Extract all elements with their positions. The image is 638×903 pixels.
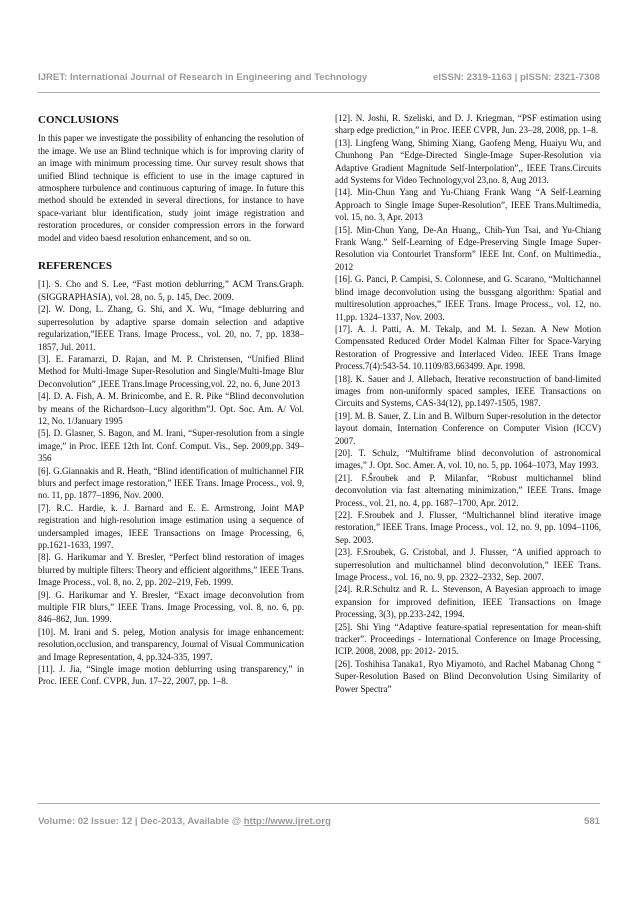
reference-item: [21]. F.Šroubek and P. Milanfar, “Robust multichannel blind deconvolution via fast alternating minimization,” IEEE Trans. Image Process., vol. 21, no. 4, pp. 1687–1700, Apr. 2012. [335,472,601,508]
conclusions-text: In this paper we investigate the possibility of enhancing the resolution of the image. We use an Blind technique which is for improving clarity of an image with minimum processing time. Our survey result shows that unified Blind technique is efficient to use in the image captured in atmosphere turbulence and continuous capturing of image. In future this method should be extended in several directions, for instance to have space-variant blur identification, study joint image registration and restoration procedures, or consider compression errors in the forward model and video baesd resolution enhancement, and so on. [38,133,304,243]
header-rule [38,92,600,93]
reference-item: [24]. R.R.Schultz and R. L. Stevenson, A Bayesian approach to image expansion for improved definition, IEEE Transactions on Image Processing, 3(3), pp.233-242, 1994. [335,584,601,620]
page-header [38,72,600,83]
reference-item: [23]. F.Sroubek, G. Cristobal, and J. Flusser, “A unified approach to superresolution and multichannel blind deconvolution,” IEEE Trans. Image Process., vol. 16, no. 9, pp. 2322–2332, Sep. 2007. [335,547,601,583]
reference-item: [3]. E. Faramarzi, D. Rajan, and M. P. Christensen, “Unified Blind Method for Multi-Image Super-Resolution and Single/Multi-Image Blur Deconvolution” ,IEEE Trans.Image Processing,vol. 22, no. 6, June 2013 [38,353,304,389]
conclusions-heading: CONCLUSIONS [38,114,119,126]
reference-item: [16]. G. Panci, P. Campisi, S. Colonnese, and G. Scarano, “Multichannel blind image deconvolution using the bussgang algorithm: Spatial and multiresolution approaches,” IEEE Trans. Image Process., vol. 12, no. 11,pp. 1324–1337, Nov. 2003. [335,274,601,322]
reference-item: [7]. R.C. Hardie, k. J. Barnard and E. E. Armstrong, Joint MAP registration and high-resolution image estimation using a sequence of undersampled images, IEEE Transactions on Image Processing, 6, pp.1621-1633, 1997. [38,502,304,550]
reference-item: [19]. M. B. Sauer, Z. Lin and B. Wilburn Super-resolution in the detector layout domain, Internation Conference on Computer Vision (ICCV) 2007. [335,410,601,446]
reference-item: [13]. Lingfeng Wang, Shiming Xiang, Gaofeng Meng, Huaiyu Wu, and Chunhong Pan “Edge-Directed Single-Image Super-Resolution via Adaptive Gradient Magnitude Self-Interpolation”,, IEEE Trans.Circuits add Systems for Video Technology,vol 23,no. 8, Aug 2013. [335,137,601,186]
reference-item: [18]. K. Sauer and J. Allebach, Iterative reconstruction of band-limited images from non-uniformly spaced samples, IEEE Transactions on Circuits and Systems, CAS-34(12), pp.1497-1505, 1987. [335,373,601,409]
reference-item: [6]. G.Giannakis and R. Heath, “Blind identification of multichannel FIR blurs and perfect image restoration,” IEEE Trans. Image Process., vol. 9, no. 11, pp. 1877–1896, Nov. 2000. [38,465,304,501]
reference-item: [25]. Shi Ying “Adaptive feature-spatial representation for mean-shift tracker”. Proceedings - International Conference on Image Processing, ICIP. 2008, 2008, pp: 2012- 2015. [335,621,601,657]
reference-item: [26]. Toshihisa Tanaka1, Ryo Miyamoto, and Rachel Mabanag Chong “ Super-Resolution Based on Blind Deconvolution Using Similarity of Power Spectra” [335,658,601,694]
reference-item: [5]. D. Glasner, S. Bagon, and M. Irani, “Super-resolution from a single image,” in Proc. IEEE 12th Int. Conf. Comput. Vis., Sep. 2009,pp. 349–356 [38,428,304,464]
reference-item: [15]. Min-Chun Yang, De-An Huang,, Chih-Yun Tsai, and Yu-Chiang Frank Wang.” Self-Learning of Edge-Preserving Single Image Super-Resolution via Contourlet Transform” IEEE Int. Conf. on Multimedia., 2012 [335,224,601,272]
reference-item: [10]. M. Irani and S. peleg, Motion analysis for image enhancement: resolution,occlusion, and transparency, Journal of Visual Communication and Image Representation, 4, pp.324-335, 1997. [38,626,304,662]
references-heading: REFERENCES [38,260,112,273]
reference-item: [1]. S. Cho and S. Lee, “Fast motion deblurring,” ACM Trans.Graph. (SIGGRAPHASIA), vol. 28, no. 5, p. 145, Dec. 2009. [38,279,304,302]
right-column [335,112,601,695]
page-number: 581 [583,816,600,827]
volume-text: Volume: 02 Issue: 12 | Dec-2013, Available @ [38,816,244,827]
left-column [38,112,304,688]
reference-item: [9]. G. Harikumar and Y. Bresler, “Exact image deconvolution from multiple FIR blurs,” IEEE Trans. Image Processing, vol. 8, no. 6, pp. 846–862, Jun. 1999. [38,589,304,625]
reference-item: [8]. G. Harikumar and Y. Bresler, “Perfect blind restoration of images blurred by multiple filters: Theory and efficient algorithms,” IEEE Trans. Image Process., vol. 8, no. 2, pp. 202–219, Feb. 1999. [38,552,304,588]
reference-item: [12]. N. Joshi, R. Szeliski, and D. J. Kriegman, “PSF estimation using sharp edge prediction,” in Proc. IEEE CVPR, Jun. 23–28, 2008, pp. 1–8. [335,113,601,136]
volume-info [38,816,331,827]
footer-rule [38,803,600,804]
journal-title: IJRET: International Journal of Research in Engineering and Technology [38,72,368,83]
reference-item: [14]. Min-Chun Yang and Yu-Chiang Frank Wang “A Self-Learning Approach to Single Image Super-Resolution”, IEEE Trans.Multimedia, vol. 15, no. 3, Apr. 2013 [335,187,601,223]
issn-info: eISSN: 2319-1163 | pISSN: 2321-7308 [433,72,600,83]
reference-item: [17]. A. J. Patti, A. M. Tekalp, and M. I. Sezan. A New Motion Compensated Reduced Order Model Kalman Filter for Space-Varying Restoration of Progressive and Interlaced Video. IEEE Trans Image Process.7(4):543-54. 10.1109/83.663499. Apr. 1998. [335,323,601,372]
reference-item: [4]. D. A. Fish, A. M. Brinicombe, and E. R. Pike “Blind deconvolution by means of the Richardson–Lucy algorithm”J. Opt. Soc. Am. A/ Vol. 12, No. 1/January 1995 [38,391,304,426]
journal-url-link[interactable]: http://www.ijret.org [243,816,331,827]
reference-item: [11]. J. Jia, “Single image motion deblurring using transparency,” in Proc. IEEE Conf. CVPR, Jun. 17–22, 2007, pp. 1–8. [38,664,304,687]
page-footer [38,816,600,827]
reference-item: [20]. T. Schulz, “Multiframe blind deconvolution of astronomical images,” J. Opt. Soc. Amer. A, vol. 10, no. 5, pp. 1064–1073, May 1993. [335,447,601,471]
reference-item: [2]. W. Dong, L. Zhang, G. Shi, and X. Wu, “Image deblurring and superresolution by adaptive sparse domain selection and adaptive regularization,”IEEE Trans. Image Process., vol. 20, no. 7, pp. 1838–1857, Jul. 2011. [38,304,304,352]
reference-item: [22]. F.Sroubek and J. Flusser, “Multichannel blind iterative image restoration,” IEEE Trans. Image Process., vol. 12, no. 9, pp. 1094–1106, Sep. 2003. [335,510,601,545]
